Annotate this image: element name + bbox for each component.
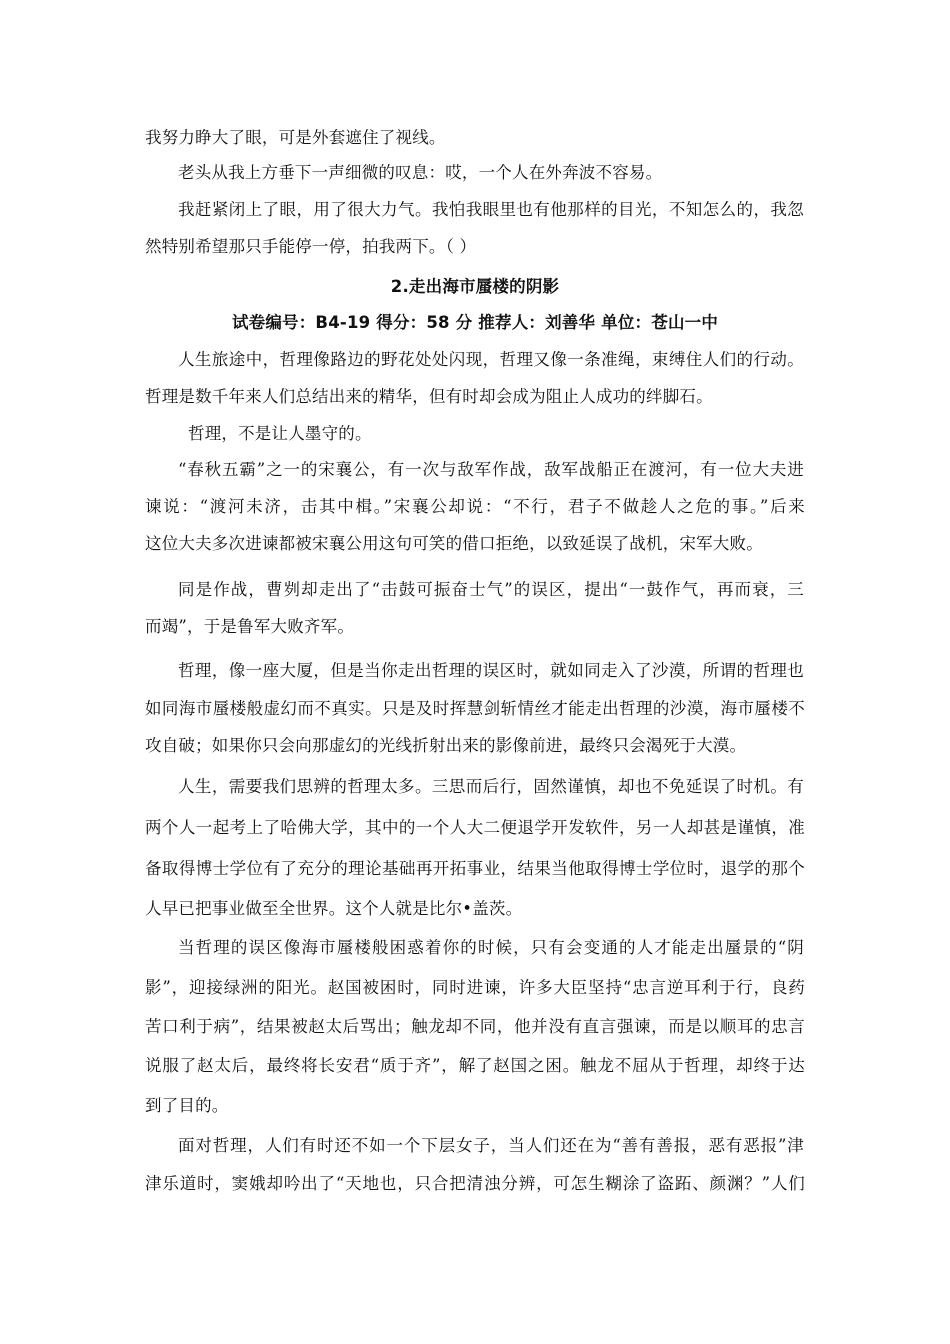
text-line: 而竭”，于是鲁军大败齐军。 bbox=[145, 617, 355, 636]
text-line: 谏说：“渡河未济，击其中楫。”宋襄公却说：“不行，君子不做趁人之危的事。”后来 bbox=[145, 497, 805, 516]
text-line: 如同海市蜃楼般虚幻而不真实。只是及时挥慧剑斩情丝才能走出哲理的沙漠，海市蜃楼不 bbox=[145, 699, 805, 718]
text-line: “春秋五霸”之一的宋襄公，有一次与敌军作战，敌军战船正在渡河，有一位大夫进 bbox=[178, 460, 804, 479]
text-line: 面对哲理，人们有时还不如一个下层女子，当人们还在为“善有善报，恶有恶报”津 bbox=[178, 1136, 804, 1155]
text-line: 苦口利于病”，结果被赵太后骂出；触龙却不同，他并没有直言强谏，而是以顺耳的忠言 bbox=[145, 1017, 805, 1036]
text-line: 哲理，像一座大厦，但是当你走出哲理的误区时，就如同走入了沙漠，所谓的哲理也 bbox=[178, 661, 804, 680]
text-line: 人早已把事业做至全世界。这个人就是比尔•盖茨。 bbox=[145, 899, 523, 918]
text-line: 老头从我上方垂下一声细微的叹息：哎，一个人在外奔波不容易。 bbox=[178, 163, 663, 182]
text-line: 人生旅途中，哲理像路边的野花处处闪现，哲理又像一条准绳，束缚住人们的行动。 bbox=[178, 350, 804, 369]
text-line: 哲理是数千年来人们总结出来的精华，但有时却会成为阻止人成功的绊脚石。 bbox=[145, 387, 713, 406]
text-line: 说服了赵太后，最终将长安君“质于齐”，解了赵国之困。触龙不屈从于哲理，却终于达 bbox=[145, 1056, 805, 1075]
text-line: 同是作战，曹刿却走出了“击鼓可振奋士气”的误区，提出“一鼓作气，再而衰，三 bbox=[178, 580, 804, 599]
text-line: 我赶紧闭上了眼，用了很大力气。我怕我眼里也有他那样的目光，不知怎么的，我忽 bbox=[178, 200, 804, 219]
essay-meta: 试卷编号：B4-19 得分：58 分 推荐人：刘善华 单位：苍山一中 bbox=[231, 313, 719, 332]
text-line: 人生，需要我们思辨的哲理太多。三思而后行，固然谨慎，却也不免延误了时机。有 bbox=[178, 777, 804, 796]
text-line: 然特别希望那只手能停一停，拍我两下。（ ） bbox=[145, 237, 477, 256]
text-line: 攻自破；如果你只会向那虚幻的光线折射出来的影像前进，最终只会渴死于大漠。 bbox=[145, 736, 747, 755]
text-line: 津乐道时，窦娥却吟出了“天地也，只合把清浊分辨，可怎生糊涂了盗跖、颜渊？”人们 bbox=[145, 1174, 805, 1193]
text-line: 当哲理的误区像海市蜃楼般困惑着你的时候，只有会变通的人才能走出蜃景的“阴 bbox=[178, 938, 804, 957]
text-line: 哲理，不是让人墨守的。 bbox=[188, 424, 372, 443]
essay-title: 2.走出海市蜃楼的阴影 bbox=[390, 277, 560, 296]
text-line: 到了目的。 bbox=[145, 1096, 229, 1115]
text-line: 这位大夫多次进谏都被宋襄公用这句可笑的借口拒绝，以致延误了战机，宋军大败。 bbox=[145, 534, 763, 553]
text-line: 影”，迎接绿洲的阳光。赵国被困时，同时进谏，许多大臣坚持“忠言逆耳利于行，良药 bbox=[145, 978, 805, 997]
text-line: 备取得博士学位有了充分的理论基础再开拓事业，结果当他取得博士学位时，退学的那个 bbox=[145, 859, 805, 878]
text-line: 我努力睁大了眼，可是外套遮住了视线。 bbox=[145, 128, 446, 147]
text-line: 两个人一起考上了哈佛大学，其中的一个人大二便退学开发软件，另一人却甚是谨慎，准 bbox=[145, 818, 805, 837]
